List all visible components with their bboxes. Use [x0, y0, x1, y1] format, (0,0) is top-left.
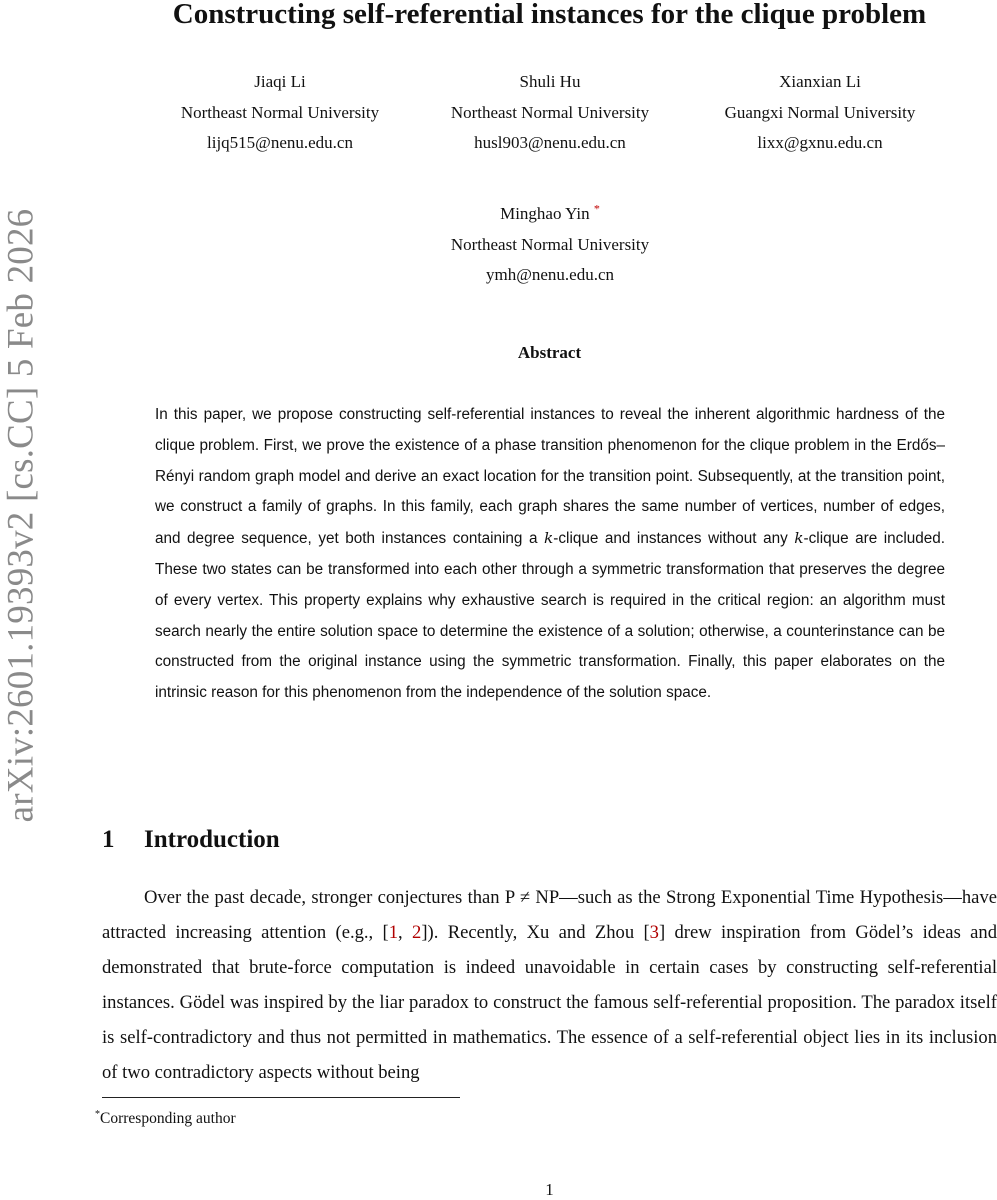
- section-title: Introduction: [144, 826, 280, 853]
- page-number: 1: [545, 1180, 554, 1199]
- abstract-body: [155, 400, 945, 709]
- author-affiliation: Northeast Normal University: [450, 234, 650, 254]
- citation-link[interactable]: 3: [649, 922, 659, 943]
- footnote-text: Corresponding author: [100, 1110, 236, 1128]
- abstract-text: In this paper, we propose constructing self-referential instances to reveal the inherent algorithmic hardness of the clique problem. First, we prove the existence of a phase transition phenomenon for the clique problem in the Erdős–Rényi random graph model and derive an exact location for the transition point. Subsequently, at the transition point, we construct a family of graphs. In this family, each graph shares the same number of vertices, number of edges, and degree sequence, yet both instances containing a: [155, 406, 945, 548]
- author-name: Xianxian Li: [779, 72, 861, 91]
- citation-link[interactable]: 1: [388, 922, 399, 943]
- author-name: Shuli Hu: [519, 72, 581, 91]
- abstract-heading: Abstract: [517, 343, 582, 362]
- author-email: husl903@nenu.edu.cn: [474, 133, 626, 152]
- author-affiliation: Guangxi Normal University: [724, 102, 916, 122]
- author-affiliation: Northeast Normal University: [450, 102, 650, 122]
- author-block-corresponding: [415, 199, 685, 291]
- footnote-divider: [102, 1097, 460, 1098]
- body-text: ]). Recently, Xu and Zhou [: [421, 922, 650, 943]
- arxiv-identifier: arXiv:2601.19393v2 [cs.CC] 5 Feb 2026: [0, 208, 42, 822]
- section-number: 1: [102, 826, 115, 853]
- author-block: [685, 67, 955, 159]
- section-heading: [102, 820, 280, 860]
- math-k: k: [544, 529, 554, 548]
- author-email: ymh@nenu.edu.cn: [485, 265, 614, 284]
- introduction-paragraph: [102, 880, 997, 1090]
- abstract-text: -clique and instances without any: [553, 530, 795, 548]
- body-text: ,: [398, 922, 413, 943]
- author-name: Jiaqi Li: [254, 72, 306, 91]
- author-email: lijq515@nenu.edu.cn: [207, 133, 353, 152]
- author-email: lixx@gxnu.edu.cn: [757, 133, 883, 152]
- author-name: Minghao Yin: [500, 204, 590, 223]
- author-block: [415, 67, 685, 159]
- body-text: Over the past decade, stronger conjectures than P ≠ NP—such as the Strong Exponential Time Hypothesis—have attracted increasing attention (e.g., [: [102, 887, 997, 943]
- arxiv-side-stamp: [0, 195, 42, 835]
- author-affiliation: Northeast Normal University: [180, 102, 380, 122]
- math-k: k: [794, 529, 804, 548]
- body-text: ] drew inspiration from Gödel’s ideas and demonstrated that brute-force computation is indeed unavoidable in certain cases by constructing self-referential instances. Gödel was inspired by the liar paradox to construct the famous self-referential proposition. The paradox itself is self-contradictory and thus not permitted in mathematics. The essence of a self-referential object lies in its inclusion of two contradictory aspects without being: [102, 922, 997, 1083]
- authors-row: [145, 67, 955, 159]
- footnote-marker: *: [95, 1109, 100, 1120]
- footnote: [95, 1109, 236, 1128]
- citation-link[interactable]: 2: [412, 922, 422, 943]
- paper-title: Constructing self-referential instances for the clique problem: [172, 0, 927, 30]
- corresponding-marker[interactable]: *: [593, 201, 600, 216]
- author-name-line: [415, 199, 685, 230]
- author-block: [145, 67, 415, 159]
- abstract-text: -clique are included. These two states can be transformed into each other through a symmetric transformation that preserves the degree of every vertex. This property explains why exhaustive search is required in the critical region: an algorithm must search nearly the entire solution space to determine the existence of a solution; otherwise, a counterinstance can be constructed from the original instance using the symmetric transformation. Finally, this paper elaborates on the intrinsic reason for this phenomenon from the independence of the solution space.: [155, 530, 946, 702]
